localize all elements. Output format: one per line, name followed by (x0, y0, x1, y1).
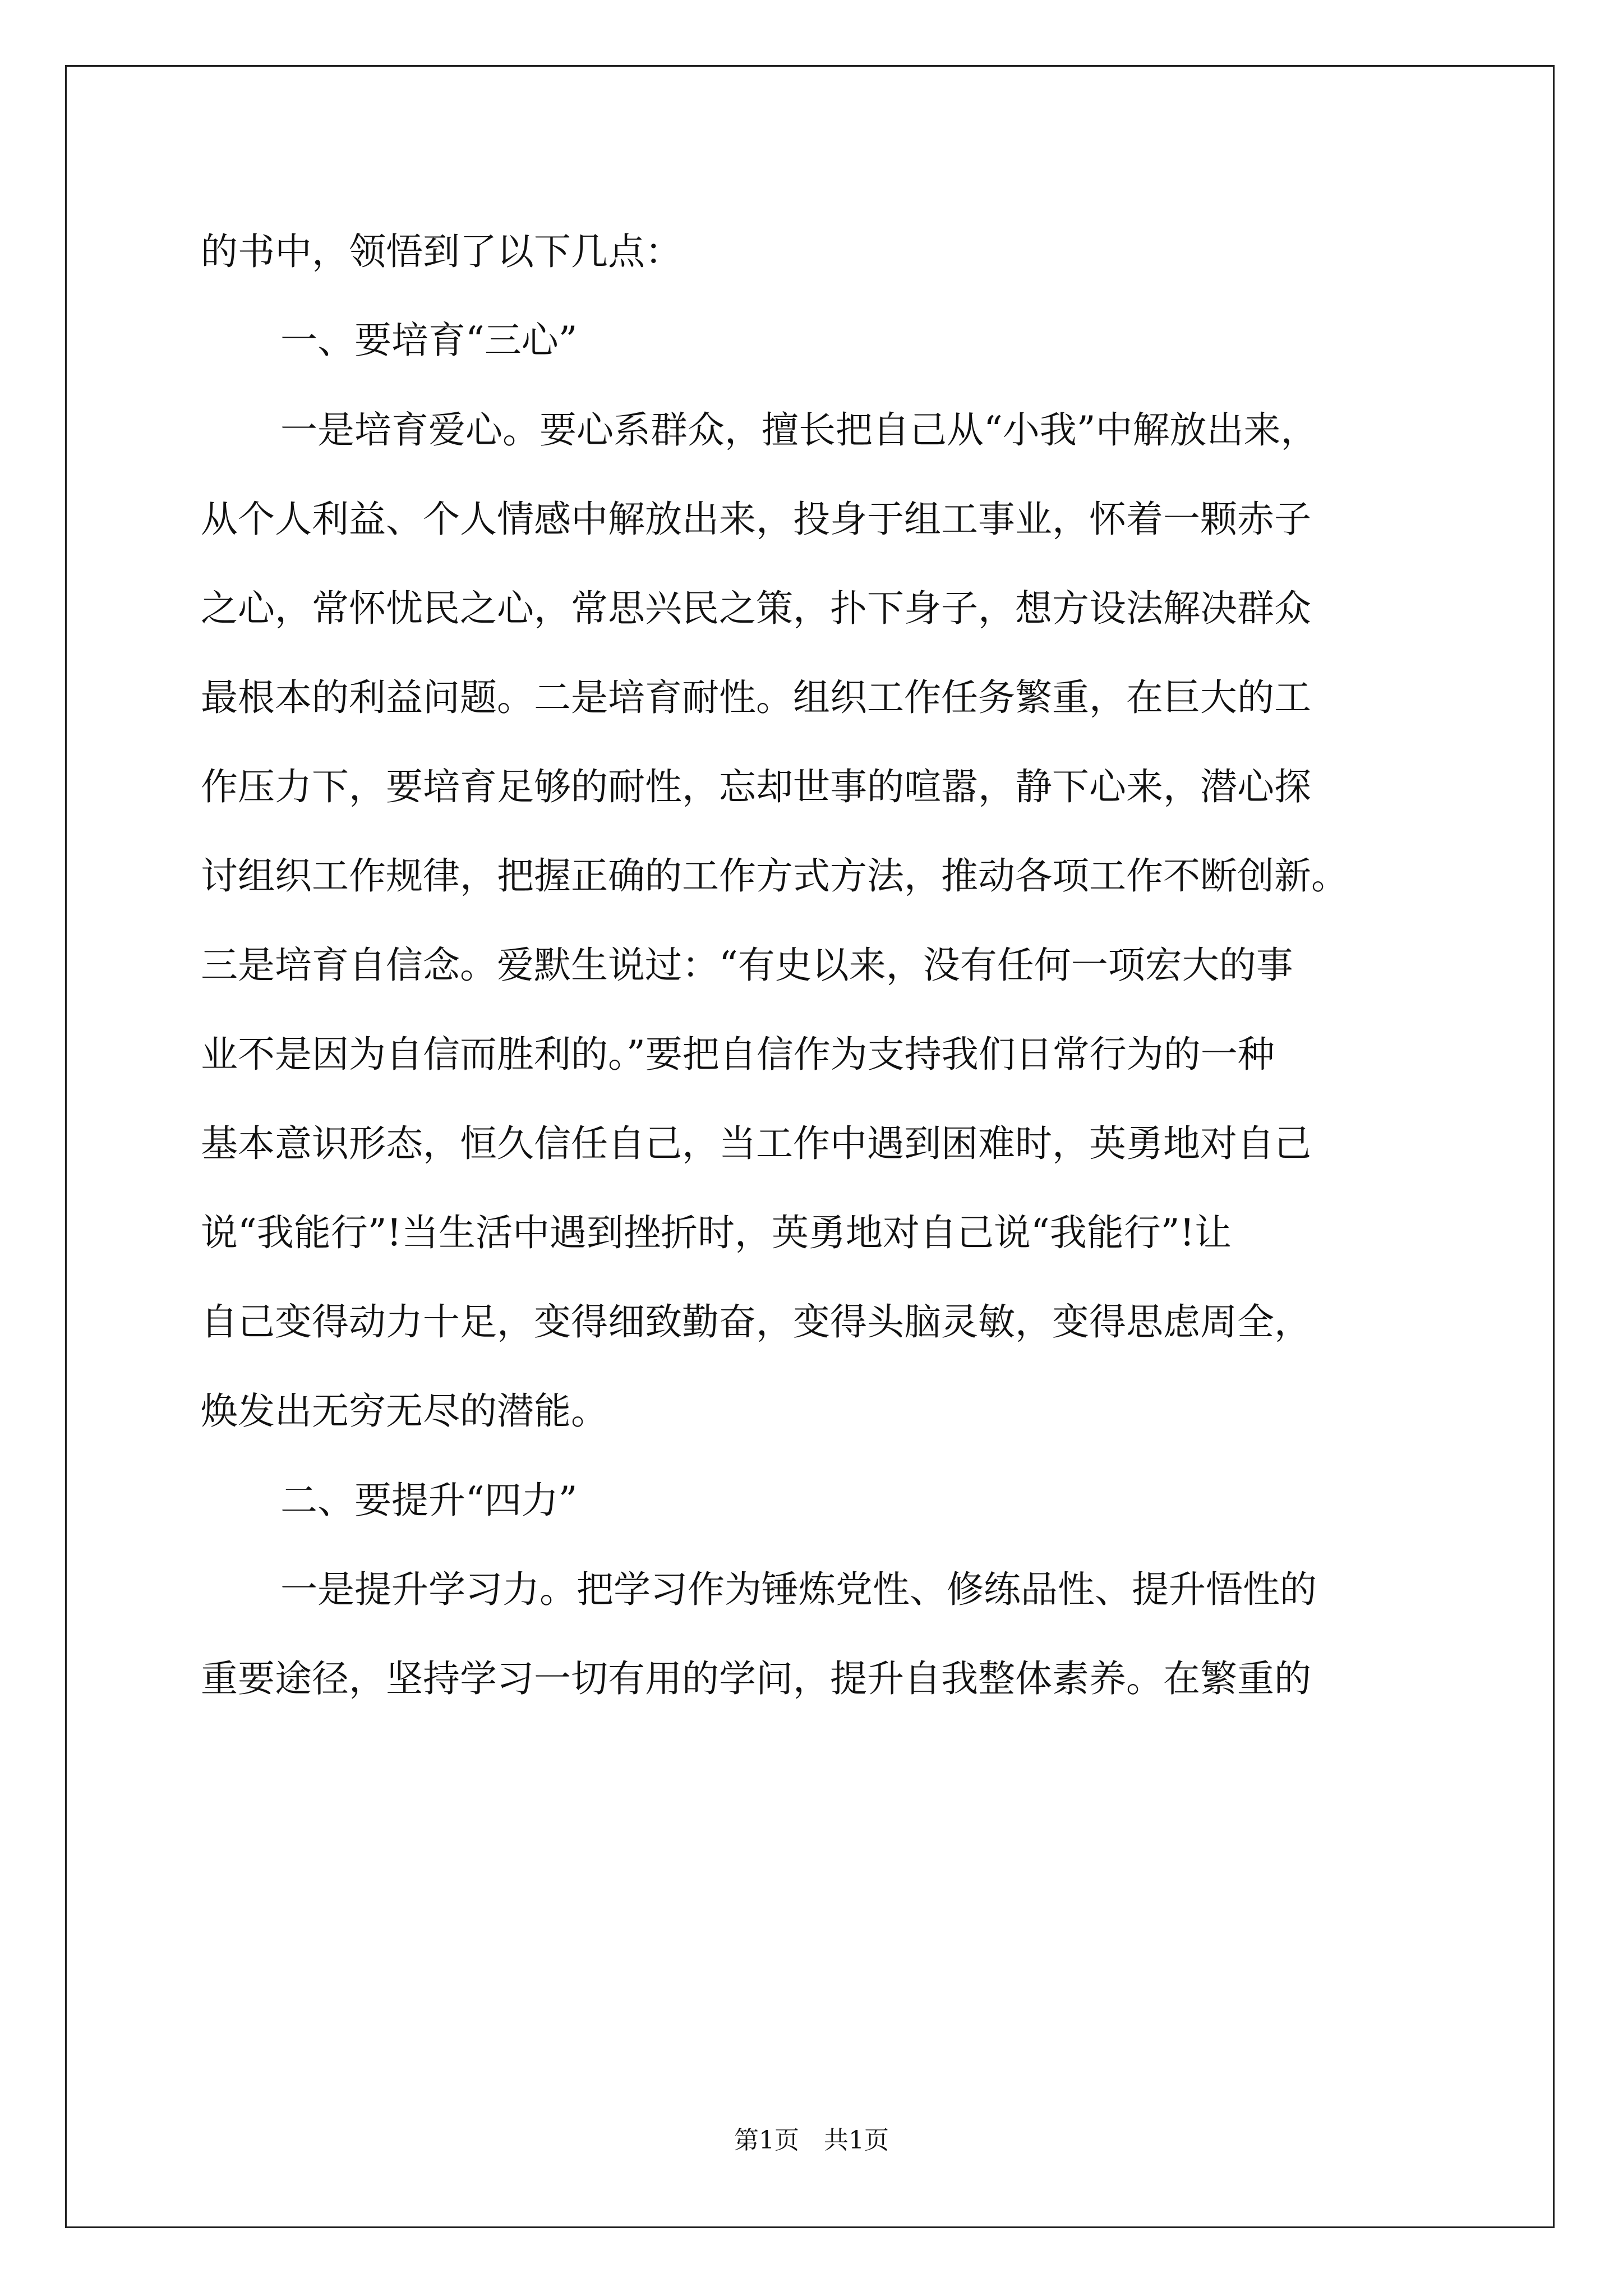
text-line-13: 自己变得动力十足，变得细致勤奋，变得头脑灵敏，变得思虑周全， (201, 1300, 1311, 1343)
section-heading-2: 二、要提升“四力” (280, 1479, 578, 1522)
text-line-17: 重要途径，坚持学习一切有用的学问，提升自我整体素养。在繁重的 (201, 1657, 1311, 1700)
text-line-5: 之心，常怀忧民之心，常思兴民之策，扑下身子，想方设法解决群众 (201, 587, 1311, 630)
page-number-footer: 第1页 共1页 (734, 2126, 889, 2155)
text-line-16: 一是提升学习力。把学习作为锤炼党性、修练品性、提升悟性的 (280, 1568, 1317, 1611)
text-line-10: 业不是因为自信而胜利的。”要把自信作为支持我们日常行为的一种 (201, 1033, 1275, 1076)
text-line-8: 讨组织工作规律，把握正确的工作方式方法，推动各项工作不断创新。 (201, 854, 1348, 898)
text-line-7: 作压力下，要培育足够的耐性，忘却世事的喧嚣，静下心来，潜心探 (201, 765, 1311, 808)
text-line-14: 焕发出无穷无尽的潜能。 (201, 1389, 608, 1433)
text-line-3: 一是培育爱心。要心系群众，擅长把自己从“小我”中解放出来， (280, 408, 1318, 452)
text-line-12: 说“我能行”!当生活中遇到挫折时，英勇地对自己说“我能行”!让 (201, 1211, 1232, 1254)
text-line-11: 基本意识形态，恒久信任自己，当工作中遇到困难时，英勇地对自己 (201, 1122, 1311, 1165)
text-line-1: 的书中，领悟到了以下几点： (201, 230, 682, 273)
text-line-4: 从个人利益、个人情感中解放出来，投身于组工事业，怀着一颗赤子 (201, 498, 1311, 541)
section-heading-1: 一、要培育“三心” (280, 319, 578, 362)
text-line-6: 最根本的利益问题。二是培育耐性。组织工作任务繁重，在巨大的工 (201, 676, 1311, 719)
text-line-9: 三是培育自信念。爱默生说过：“有史以来，没有任何一项宏大的事 (201, 944, 1293, 987)
